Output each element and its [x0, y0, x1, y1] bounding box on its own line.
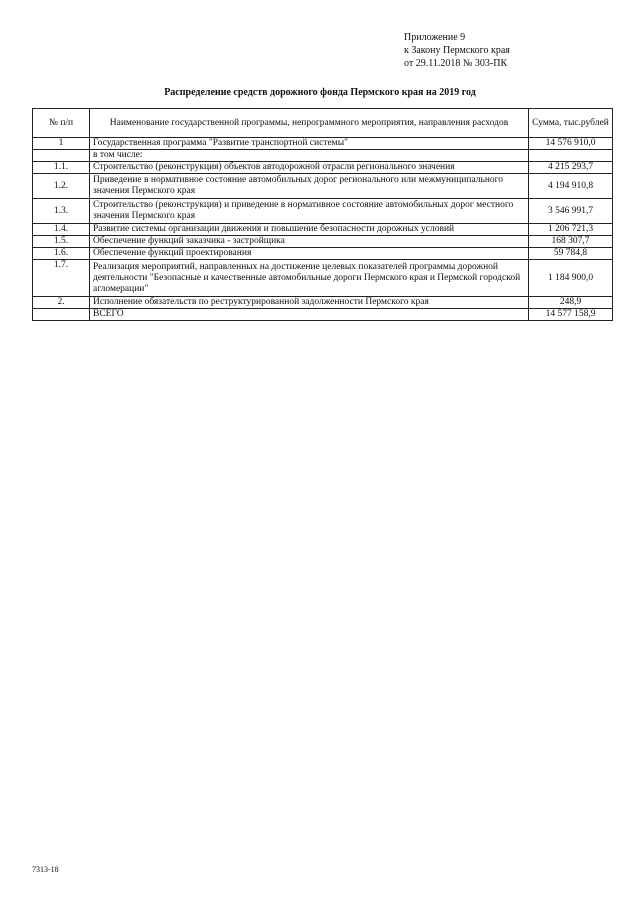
row-name: Развитие системы организации движения и повышение безопасности дорожных условий: [90, 224, 529, 236]
row-sum: 14 576 910,0: [529, 138, 613, 150]
table-row: [33, 224, 613, 236]
header-sum: Сумма, тыс.рублей: [529, 109, 613, 138]
row-name: Исполнение обязательств по реструктурированной задолженности Пермского края: [90, 297, 529, 309]
row-sum: 3 546 991,7: [529, 199, 613, 224]
table-row: [33, 236, 613, 248]
appendix-reference: [404, 31, 510, 70]
row-name: Строительство (реконструкция) и приведение в нормативное состояние автомобильных дорог местного значения Пермского края: [90, 199, 529, 224]
row-number: 1.1.: [33, 162, 90, 174]
table-row: [33, 297, 613, 309]
row-sum: 1 184 900,0: [529, 260, 613, 297]
appendix-line-number: Приложение 9: [404, 32, 466, 43]
header-name: Наименование государственной программы, непрограммного мероприятия, направления расходов: [90, 109, 529, 138]
row-name: Приведение в нормативное состояние автомобильных дорог регионального или межмуниципального значения Пермского края: [90, 174, 529, 199]
appendix-line-law: к Закону Пермского края: [404, 45, 510, 56]
row-number: [33, 150, 90, 162]
row-sum: 248,9: [529, 297, 613, 309]
row-sum: 4 194 910,8: [529, 174, 613, 199]
row-name: в том числе:: [90, 150, 529, 162]
row-number: 1.3.: [33, 199, 90, 224]
row-name: Обеспечение функций заказчика - застройщика: [90, 236, 529, 248]
budget-table: [32, 108, 613, 321]
row-sum: 1 206 721,3: [529, 224, 613, 236]
table-row: [33, 174, 613, 199]
header-number: № п/п: [33, 109, 90, 138]
row-number: [33, 309, 90, 321]
table-row: [33, 248, 613, 260]
row-number: 2.: [33, 297, 90, 309]
document-code: 7313-18: [32, 865, 59, 874]
total-label: ВСЕГО: [90, 309, 529, 321]
table-row: [33, 162, 613, 174]
row-name: Реализация мероприятий, направленных на достижение целевых показателей программы дорожной деятельности "Безопасные и качественные автомобильные дороги Пермского края и Пермской городской агломерации": [90, 260, 529, 297]
row-sum: 168 307,7: [529, 236, 613, 248]
row-sum: 4 215 293,7: [529, 162, 613, 174]
total-sum: 14 577 158,9: [529, 309, 613, 321]
document-title: Распределение средств дорожного фонда Пермского края на 2019 год: [164, 87, 476, 98]
row-number: 1.6.: [33, 248, 90, 260]
row-name: Строительство (реконструкция) объектов автодорожной отрасли регионального значения: [90, 162, 529, 174]
row-number: 1.2.: [33, 174, 90, 199]
appendix-line-date: от 29.11.2018 № 303-ПК: [404, 58, 508, 69]
table-header-row: [33, 109, 613, 138]
row-sum: 59 784,8: [529, 248, 613, 260]
table-row: [33, 260, 613, 297]
row-name: Обеспечение функций проектирования: [90, 248, 529, 260]
row-number: 1.4.: [33, 224, 90, 236]
table-row-total: [33, 309, 613, 321]
row-sum: [529, 150, 613, 162]
row-name: Государственная программа "Развитие транспортной системы": [90, 138, 529, 150]
table-row: [33, 199, 613, 224]
table-row: [33, 138, 613, 150]
row-number: 1.7.: [33, 260, 90, 297]
row-number: 1.5.: [33, 236, 90, 248]
row-number: 1: [33, 138, 90, 150]
table-row: [33, 150, 613, 162]
